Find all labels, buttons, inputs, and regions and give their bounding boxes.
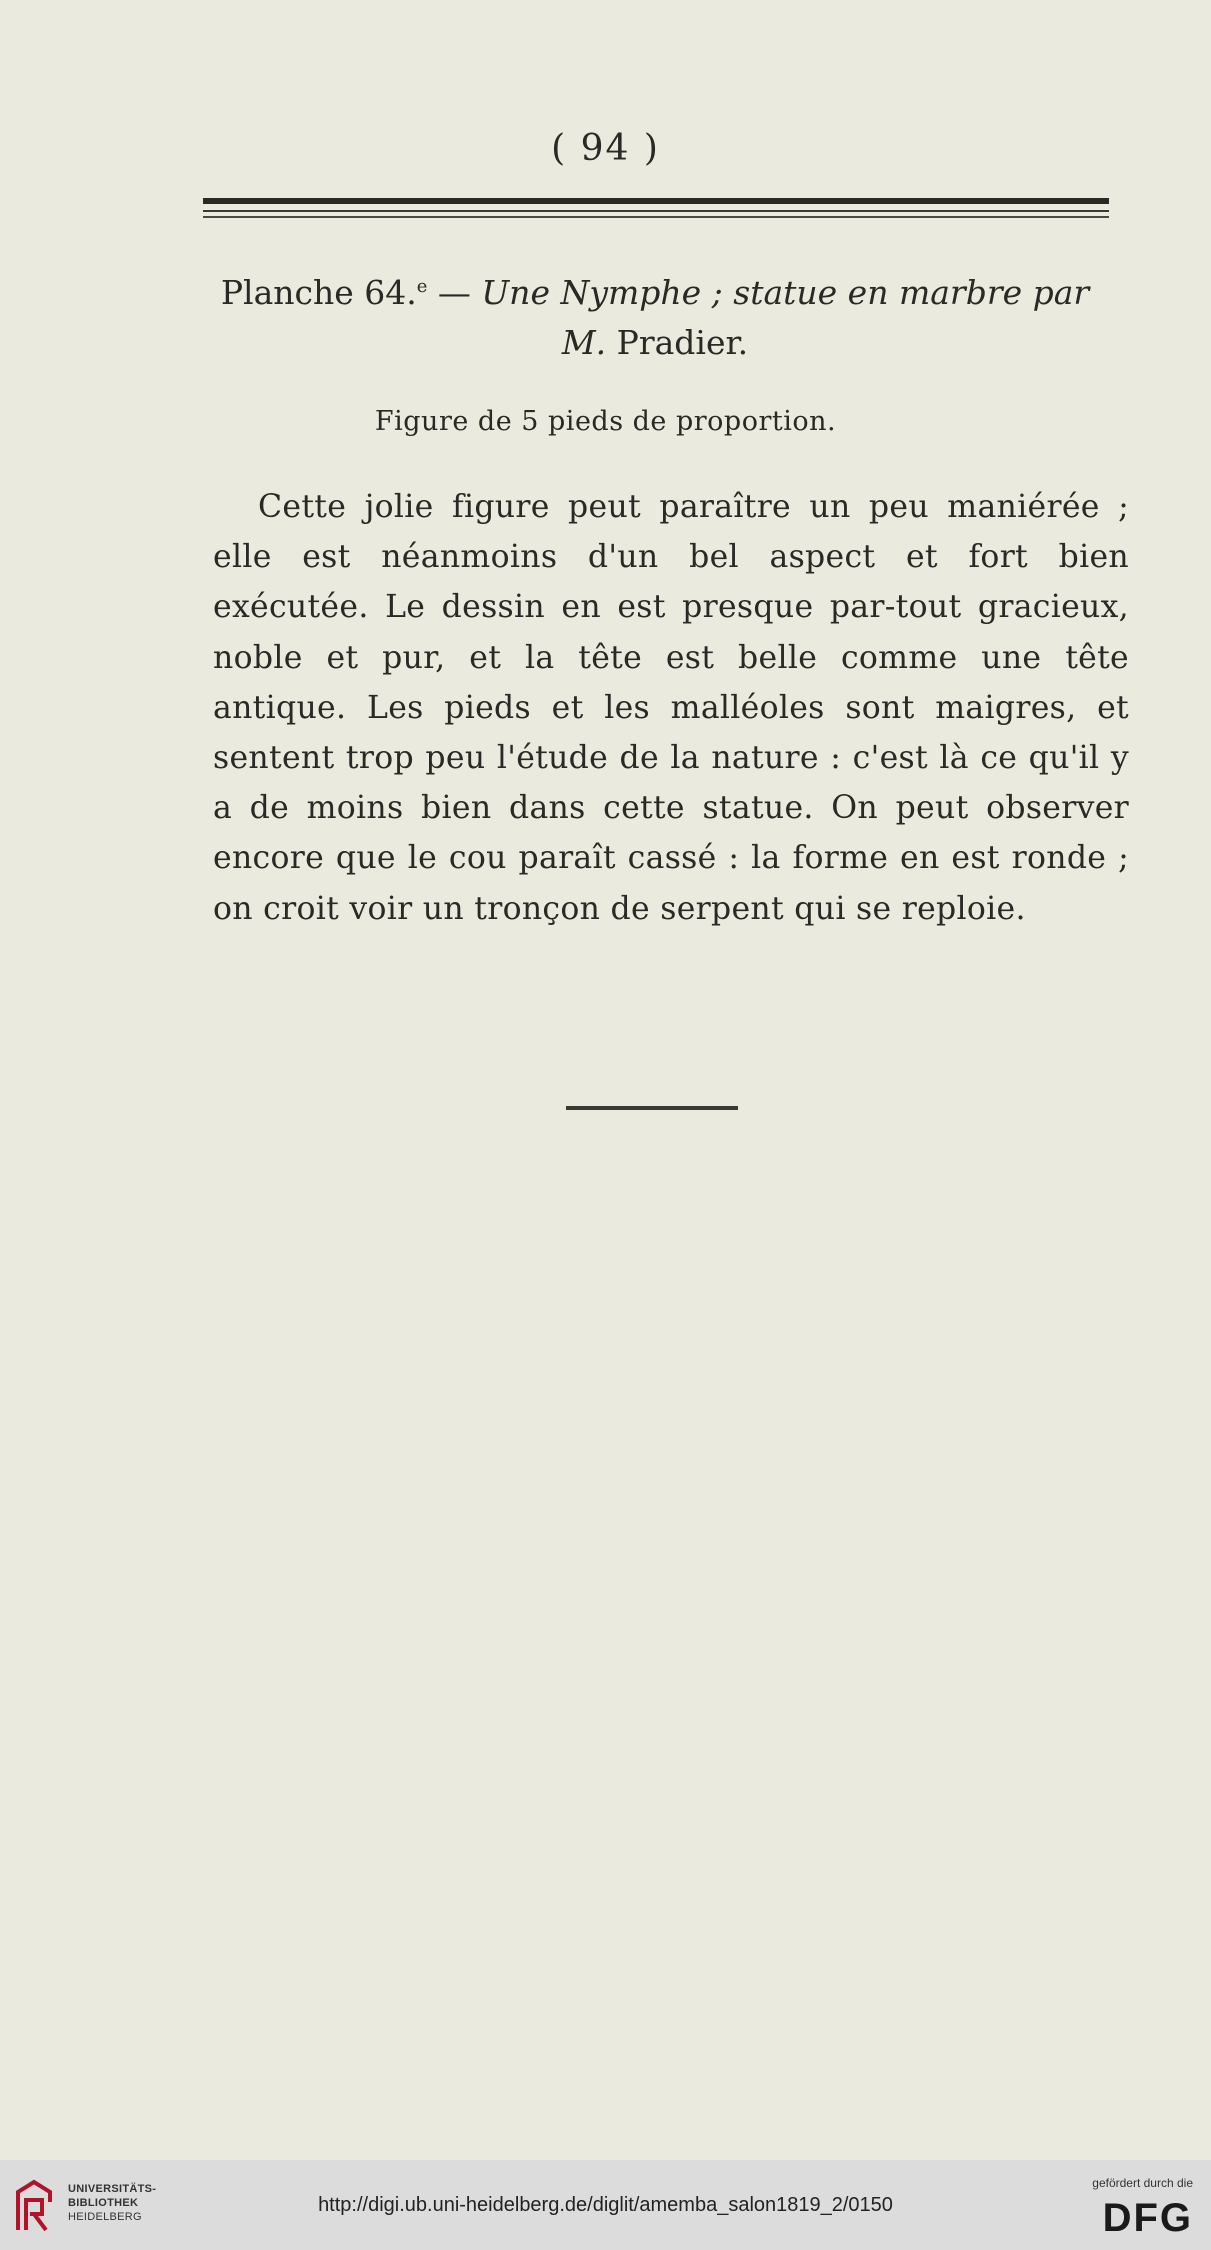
work-title: Une Nymphe ; statue en marbre par xyxy=(481,273,1090,312)
artist-initial: M. xyxy=(561,323,607,362)
plate-heading xyxy=(215,262,1095,368)
plate-ordinal: e xyxy=(416,276,428,297)
dimensions-line: Figure de 5 pieds de proportion. xyxy=(374,406,837,437)
description-paragraph: Cette jolie figure peut paraître un peu maniérée ; elle est néanmoins d'un bel aspect et fort bien exécutée. Le dessin en est presque par-tout gracieux, noble et pur, et la tête est belle comme une tête antique. Les pieds et les malléoles sont maigres, et sentent trop peu l'étude de la nature : c'est là ce qu'il y a de moins bien dans cette statue. On peut observer encore que le cou paraît cassé : la forme en est ronde ; on croit voir un tronçon de serpent qui se reploie. xyxy=(213,489,1129,927)
heading-dash: — xyxy=(427,273,482,312)
end-rule xyxy=(566,1106,738,1110)
plate-number: Planche 64. xyxy=(220,273,417,312)
dfg-logo: DFG xyxy=(1102,2196,1193,2240)
institution-line-3: HEIDELBERG xyxy=(68,2211,142,2223)
institution-line-2: BIBLIOTHEK xyxy=(68,2197,139,2209)
header-rule xyxy=(203,198,1109,220)
footer-bar xyxy=(0,2160,1211,2250)
funded-by-label: gefördert durch die xyxy=(1092,2176,1193,2190)
institution-line-1: UNIVERSITÄTS- xyxy=(68,2183,157,2195)
permalink-url[interactable]: http://digi.ub.uni-heidelberg.de/diglit/amemba_salon1819_2/0150 xyxy=(318,2194,893,2216)
header-rule-thin-lower xyxy=(203,216,1109,218)
header-rule-thin xyxy=(203,210,1109,212)
page-number: ( 94 ) xyxy=(551,128,660,169)
artist-name: Pradier. xyxy=(606,323,749,362)
header-rule-thick xyxy=(203,198,1109,204)
